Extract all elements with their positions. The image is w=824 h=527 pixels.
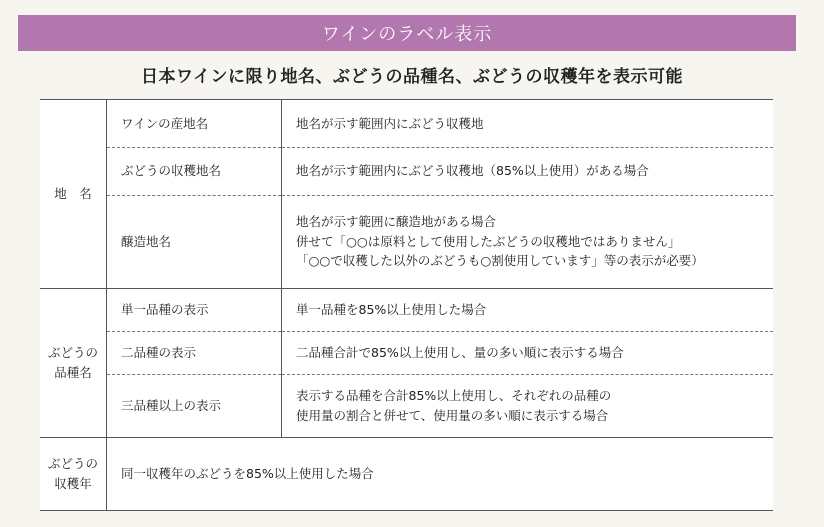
category-vintage: ぶどうの 収穫年 bbox=[40, 437, 107, 510]
table-row bbox=[40, 374, 773, 437]
row-label: 二品種の表示 bbox=[107, 331, 282, 374]
category-label: 地 名 bbox=[54, 186, 92, 202]
row-label: 単一品種の表示 bbox=[107, 288, 282, 331]
table-row bbox=[40, 288, 773, 331]
row-description: 同一収穫年のぶどうを85%以上使用した場合 bbox=[107, 437, 774, 510]
table-row bbox=[40, 331, 773, 374]
row-description: 地名が示す範囲内にぶどう収穫地 bbox=[282, 100, 774, 147]
table-row bbox=[40, 147, 773, 195]
wine-label-table bbox=[40, 100, 773, 511]
table-row bbox=[40, 100, 773, 147]
banner-title: ワインのラベル表示 bbox=[321, 24, 493, 45]
category-place bbox=[40, 100, 107, 288]
table-row bbox=[40, 195, 773, 288]
row-label: 醸造地名 bbox=[107, 195, 282, 288]
row-label: ぶどうの収穫地名 bbox=[107, 147, 282, 195]
row-description: 地名が示す範囲内にぶどう収穫地（85%以上使用）がある場合 bbox=[282, 147, 774, 195]
row-description: 地名が示す範囲に醸造地がある場合 併せて「○○は原料として使用したぶどうの収穫地ではありません」 「○○で収穫した以外のぶどうも○割使用しています」等の表示が必要） bbox=[282, 195, 774, 288]
banner bbox=[18, 15, 796, 51]
row-description: 表示する品種を合計85%以上使用し、それぞれの品種の 使用量の割合と併せて、使用量の多い順に表示する場合 bbox=[282, 374, 774, 437]
row-label: ワインの産地名 bbox=[107, 100, 282, 147]
row-label: 三品種以上の表示 bbox=[107, 374, 282, 437]
row-description: 単一品種を85%以上使用した場合 bbox=[282, 288, 774, 331]
row-description: 二品種合計で85%以上使用し、量の多い順に表示する場合 bbox=[282, 331, 774, 374]
category-variety: ぶどうの 品種名 bbox=[40, 288, 107, 437]
table-row bbox=[40, 437, 773, 510]
subtitle: 日本ワインに限り地名、ぶどうの品種名、ぶどうの収穫年を表示可能 bbox=[141, 67, 683, 87]
